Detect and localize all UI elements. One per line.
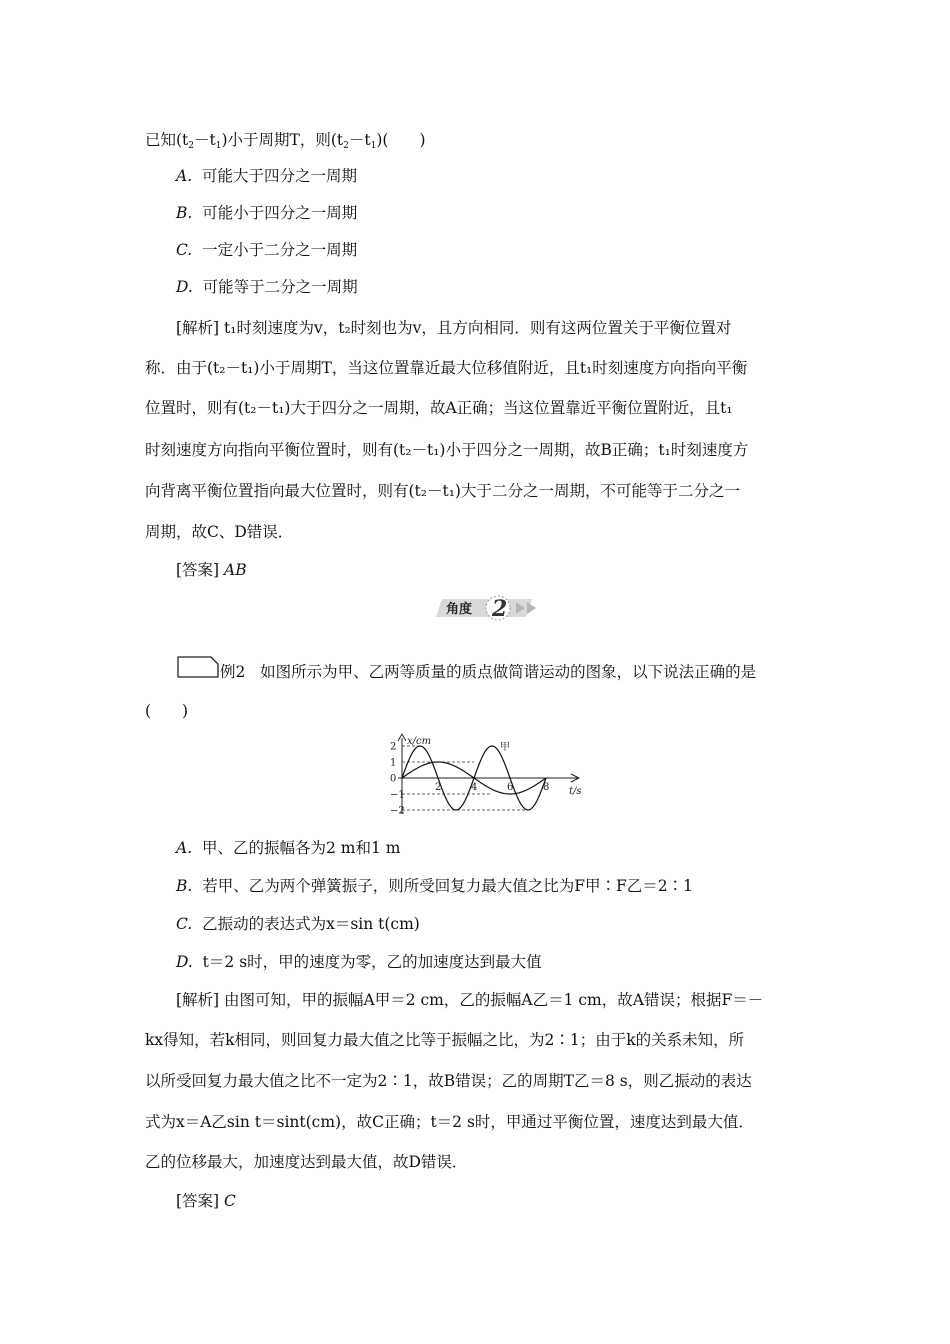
x-axis-label: t/s <box>569 786 582 797</box>
example-marker-icon <box>177 656 219 678</box>
badge-number: 2 <box>492 596 508 622</box>
q1-option-d: D. 可能等于二分之一周期 <box>176 278 358 296</box>
ex2-answer: [答案] C <box>176 1192 236 1210</box>
ex2-option-b: B. 若甲、乙为两个弹簧振子，则所受回复力最大值之比为F甲∶F乙＝2∶1 <box>176 877 693 895</box>
x-tick-label: 2 <box>435 782 442 793</box>
ex2-option-d: D. t＝2 s时，甲的速度为零，乙的加速度达到最大值 <box>176 953 542 971</box>
y-tick-label: 0 <box>390 773 397 785</box>
y-tick-label: −2 <box>390 805 405 816</box>
q1-answer: [答案] AB <box>176 561 247 579</box>
q1-analysis-line: 位置时，则有(t₂－t₁)大于四分之一周期，故A正确；当这位置靠近平衡位置附近，且t₁ <box>145 399 733 417</box>
q1-stem: 已知$(t_2-t_1)$小于周期T，则$(t_2-t_1)$( ) <box>145 131 426 151</box>
ex2-option-a: A. 甲、乙的振幅各为2 m和1 m <box>176 839 401 857</box>
x-tick-label: 4 <box>471 782 478 793</box>
y-axis-label: x/cm <box>407 736 432 747</box>
q1-analysis-line: [解析] t₁时刻速度为v，t₂时刻也为v，且方向相同．则有这两位置关于平衡位置对 <box>176 319 732 337</box>
ex2-analysis-line: 以所受回复力最大值之比不一定为2∶1，故B错误；乙的周期T乙＝8 s，则乙振动的表达 <box>145 1072 752 1090</box>
y-tick-label: 1 <box>390 757 397 769</box>
ex2-option-c: C. 乙振动的表达式为x＝sin t(cm) <box>176 915 420 933</box>
x-tick-label: 6 <box>507 782 514 793</box>
badge-label: 角度 <box>446 602 473 617</box>
q1-analysis-line: 周期，故C、D错误． <box>145 523 294 541</box>
ex2-analysis-line: 式为x＝A乙sin t＝sint(cm)，故C正确；t＝2 s时，甲通过平衡位置，速度达到最大值． <box>145 1113 754 1131</box>
q1-analysis-line: 向背离平衡位置指向最大位置时，则有(t₂－t₁)大于二分之一周期，不可能等于二分之一 <box>145 482 740 500</box>
y-tick-label: −1 <box>390 789 405 801</box>
q1-option-b: B. 可能小于四分之一周期 <box>176 204 358 222</box>
q1-analysis-line: 时刻速度方向指向平衡位置时，则有(t₂－t₁)小于四分之一周期，故B正确；t₁时刻速度方 <box>145 441 749 459</box>
y-tick-label: 2 <box>390 741 397 753</box>
example2-paren: ( ) <box>145 702 189 720</box>
section-badge <box>436 593 548 623</box>
q1-analysis-line: 称．由于(t₂－t₁)小于周期T，当这位置靠近最大位移值附近，且t₁时刻速度方向指向平衡 <box>145 359 748 377</box>
ex2-analysis-line: 乙的位移最大，加速度达到最大值，故D错误． <box>145 1153 468 1171</box>
q1-option-c: C. 一定小于二分之一周期 <box>176 241 358 259</box>
q1-option-a: A. 可能大于四分之一周期 <box>176 167 357 185</box>
example2-stem: 例2 如图所示为甲、乙两等质量的质点做简谐运动的图象，以下说法正确的是 <box>220 663 757 681</box>
ex2-analysis-line: kx得知，若k相同，则回复力最大值之比等于振幅之比，为2∶1；由于k的关系未知，所 <box>145 1031 745 1049</box>
x-tick-label: 8 <box>543 782 550 793</box>
curve-label: 甲 <box>500 742 510 753</box>
arrow-icon <box>527 602 536 614</box>
ex2-analysis-line: [解析] 由图可知，甲的振幅A甲＝2 cm，乙的振幅A乙＝1 cm，故A错误；根据F＝－ <box>176 991 764 1009</box>
vibration-graph <box>380 732 590 816</box>
